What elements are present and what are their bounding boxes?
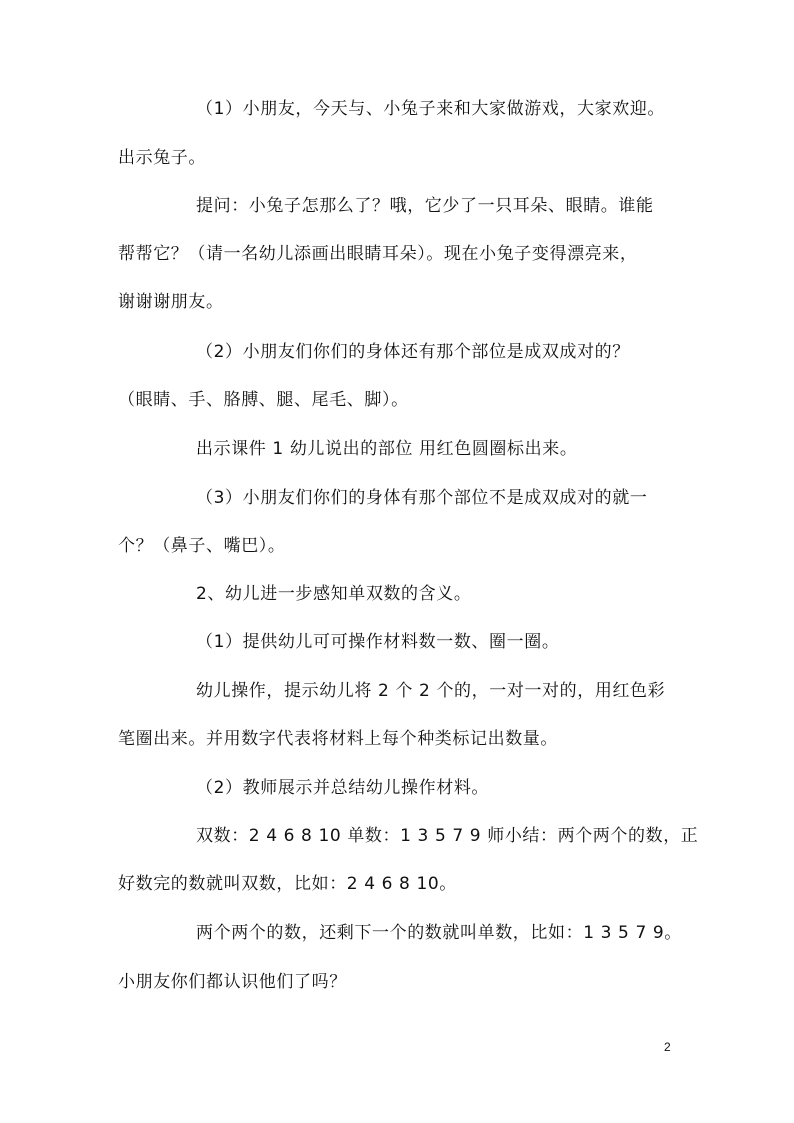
paragraph-line-15: （2）教师展示并总结幼儿操作材料。 xyxy=(196,778,490,798)
paragraph-line-17: 好数完的数就叫双数，比如：2 4 6 8 10。 xyxy=(118,874,457,894)
paragraph-line-10: 个？（鼻子、嘴巴）。 xyxy=(118,536,286,556)
paragraph-line-3: 提问：小兔子怎那么了？哦，它少了一只耳朵、眼睛。谁能 xyxy=(196,196,654,216)
paragraph-line-19: 小朋友你们都认识他们了吗？ xyxy=(118,972,347,992)
page-number: 2 xyxy=(664,1040,671,1054)
paragraph-line-4: 帮帮它？（请一名幼儿添画出眼睛耳朵）。现在小兔子变得漂亮来， xyxy=(118,244,638,264)
paragraph-line-1: （1）小朋友，今天与、小兔子来和大家做游戏，大家欢迎。 xyxy=(196,99,666,119)
paragraph-line-2: 出示兔子。 xyxy=(118,148,206,168)
paragraph-line-8: 出示课件 1 幼儿说出的部位 用红色圆圈标出来。 xyxy=(196,439,578,459)
paragraph-line-18: 两个两个的数，还剩下一个的数就叫单数，比如：1 3 5 7 9。 xyxy=(196,923,682,943)
paragraph-line-6: （2）小朋友们你们的身体还有那个部位是成双成对的？ xyxy=(196,342,630,362)
paragraph-line-13: 幼儿操作，提示幼儿将 2 个 2 个的，一对一对的，用红色彩 xyxy=(196,681,666,701)
paragraph-line-7: （眼睛、手、胳膊、腿、尾毛、脚）。 xyxy=(118,390,409,410)
paragraph-line-5: 谢谢谢朋友。 xyxy=(118,292,224,312)
paragraph-line-9: （3）小朋友们你们的身体有那个部位不是成双成对的就一 xyxy=(196,488,648,508)
paragraph-line-12: （1）提供幼儿可可操作材料数一数、圈一圈。 xyxy=(196,632,560,652)
paragraph-line-11: 2、幼儿进一步感知单双数的含义。 xyxy=(196,584,472,604)
paragraph-line-16: 双数：2 4 6 8 10 单数：1 3 5 7 9 师小结：两个两个的数，正 xyxy=(196,826,699,846)
paragraph-line-14: 笔圈出来。并用数字代表将材料上每个种类标记出数量。 xyxy=(118,729,558,749)
